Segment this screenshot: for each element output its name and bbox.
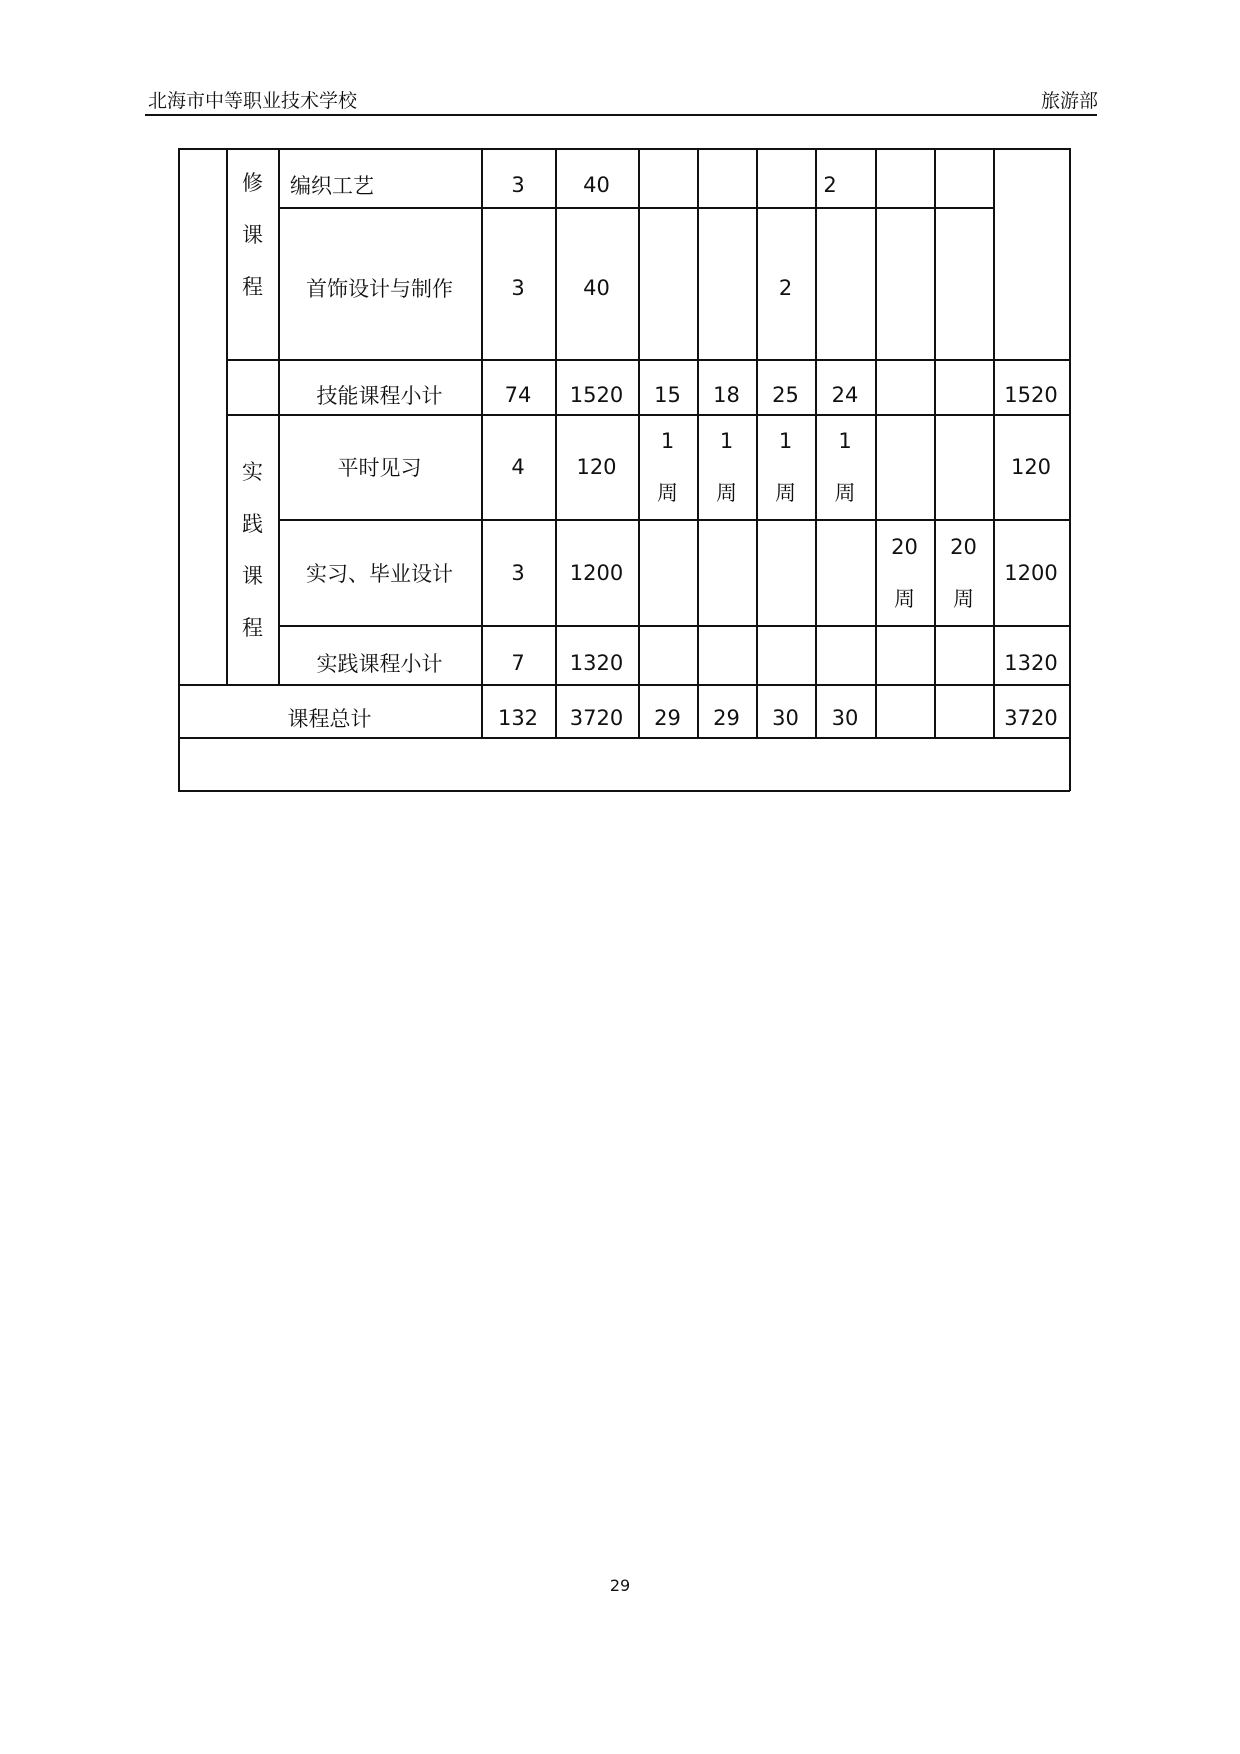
- practice-category-char: 程: [242, 616, 263, 640]
- grand-total-s1: 29: [654, 706, 681, 730]
- practice-category-char: 课: [242, 564, 263, 588]
- practice-category-label: [227, 425, 278, 675]
- credits-internship: 3: [511, 560, 525, 585]
- header-department: 旅游部: [1040, 90, 1098, 112]
- table-hline-7: [178, 737, 1070, 739]
- week-unit: 周: [953, 586, 974, 611]
- elective-category-char: 修: [242, 171, 263, 195]
- grand-total-hours: 3720: [569, 706, 624, 730]
- skill-subtotal-s3: 25: [772, 383, 799, 407]
- hours-weave: 40: [583, 173, 610, 197]
- week-count: 20: [891, 534, 918, 559]
- course-name-internship: 实习、毕业设计: [306, 561, 453, 586]
- course-name-weave: 编织工艺: [290, 174, 374, 198]
- hours-jewelry: 40: [583, 276, 610, 300]
- semester1-observation: [638, 415, 697, 519]
- skill-subtotal-s1: 15: [654, 383, 681, 407]
- skill-subtotal-s2: 18: [713, 383, 740, 407]
- week-count: 1: [778, 429, 793, 453]
- practice-subtotal-total: 1320: [1004, 651, 1058, 675]
- hours-observation: 120: [576, 455, 617, 479]
- practice-subtotal-credits: 7: [511, 651, 525, 675]
- semester4-observation: [815, 415, 875, 519]
- semester5-internship: [875, 520, 934, 625]
- skill-subtotal-hours: 1520: [569, 383, 624, 407]
- skill-subtotal-total: 1520: [1004, 383, 1058, 407]
- week-unit: 周: [775, 481, 796, 505]
- week-count: 1: [838, 429, 852, 453]
- table-hline-2: [226, 359, 1070, 361]
- elective-category-label: [227, 160, 278, 310]
- skill-subtotal-credits: 74: [504, 383, 532, 407]
- table-vline-s6: [934, 148, 936, 738]
- practice-category-char: 实: [242, 460, 263, 484]
- hours-internship: 1200: [569, 560, 624, 585]
- week-unit: 周: [657, 481, 678, 505]
- course-name-observation: 平时见习: [337, 456, 422, 480]
- semester3-observation: [756, 415, 815, 519]
- practice-category-char: 践: [242, 512, 263, 536]
- grand-total-s3: 30: [772, 706, 799, 730]
- table-vline-s5: [875, 148, 877, 738]
- elective-category-char: 课: [242, 223, 263, 247]
- credits-weave: 3: [511, 173, 525, 197]
- week-count: 1: [660, 429, 675, 453]
- elective-category-char: 程: [242, 275, 263, 299]
- week-unit: 周: [834, 481, 856, 505]
- table-border-right: [1069, 148, 1071, 791]
- credits-observation: 4: [511, 455, 525, 479]
- semester2-observation: [697, 415, 756, 519]
- course-name-jewelry: 首饰设计与制作: [306, 277, 453, 301]
- total-observation: 120: [1010, 455, 1052, 479]
- header-school-name: 北海市中等职业技术学校: [148, 90, 358, 112]
- practice-subtotal-hours: 1320: [569, 651, 624, 675]
- week-unit: 周: [894, 586, 915, 611]
- table-hline-6: [178, 684, 1070, 686]
- table-border-top: [178, 148, 1070, 150]
- table-border-left: [178, 148, 180, 791]
- grand-total-total: 3720: [1004, 706, 1058, 730]
- credits-jewelry: 3: [511, 276, 525, 300]
- week-count: 20: [950, 534, 977, 559]
- page-number: 29: [609, 1576, 631, 1595]
- semester3-jewelry: 2: [778, 276, 793, 300]
- week-unit: 周: [716, 481, 737, 505]
- semester6-internship: [934, 520, 993, 625]
- table-border-bottom: [178, 790, 1070, 792]
- grand-total-label: 课程总计: [287, 707, 372, 731]
- week-count: 1: [719, 429, 734, 453]
- total-internship: 1200: [1004, 560, 1058, 585]
- grand-total-credits: 132: [497, 706, 539, 730]
- skill-subtotal-label: 技能课程小计: [316, 384, 443, 408]
- header-rule: [145, 114, 1097, 116]
- practice-subtotal-label: 实践课程小计: [316, 652, 443, 676]
- grand-total-s2: 29: [713, 706, 740, 730]
- table-hline-5: [278, 625, 1070, 627]
- semester4-weave: 2: [823, 173, 837, 197]
- grand-total-s4: 30: [831, 706, 859, 730]
- skill-subtotal-s4: 24: [831, 383, 859, 407]
